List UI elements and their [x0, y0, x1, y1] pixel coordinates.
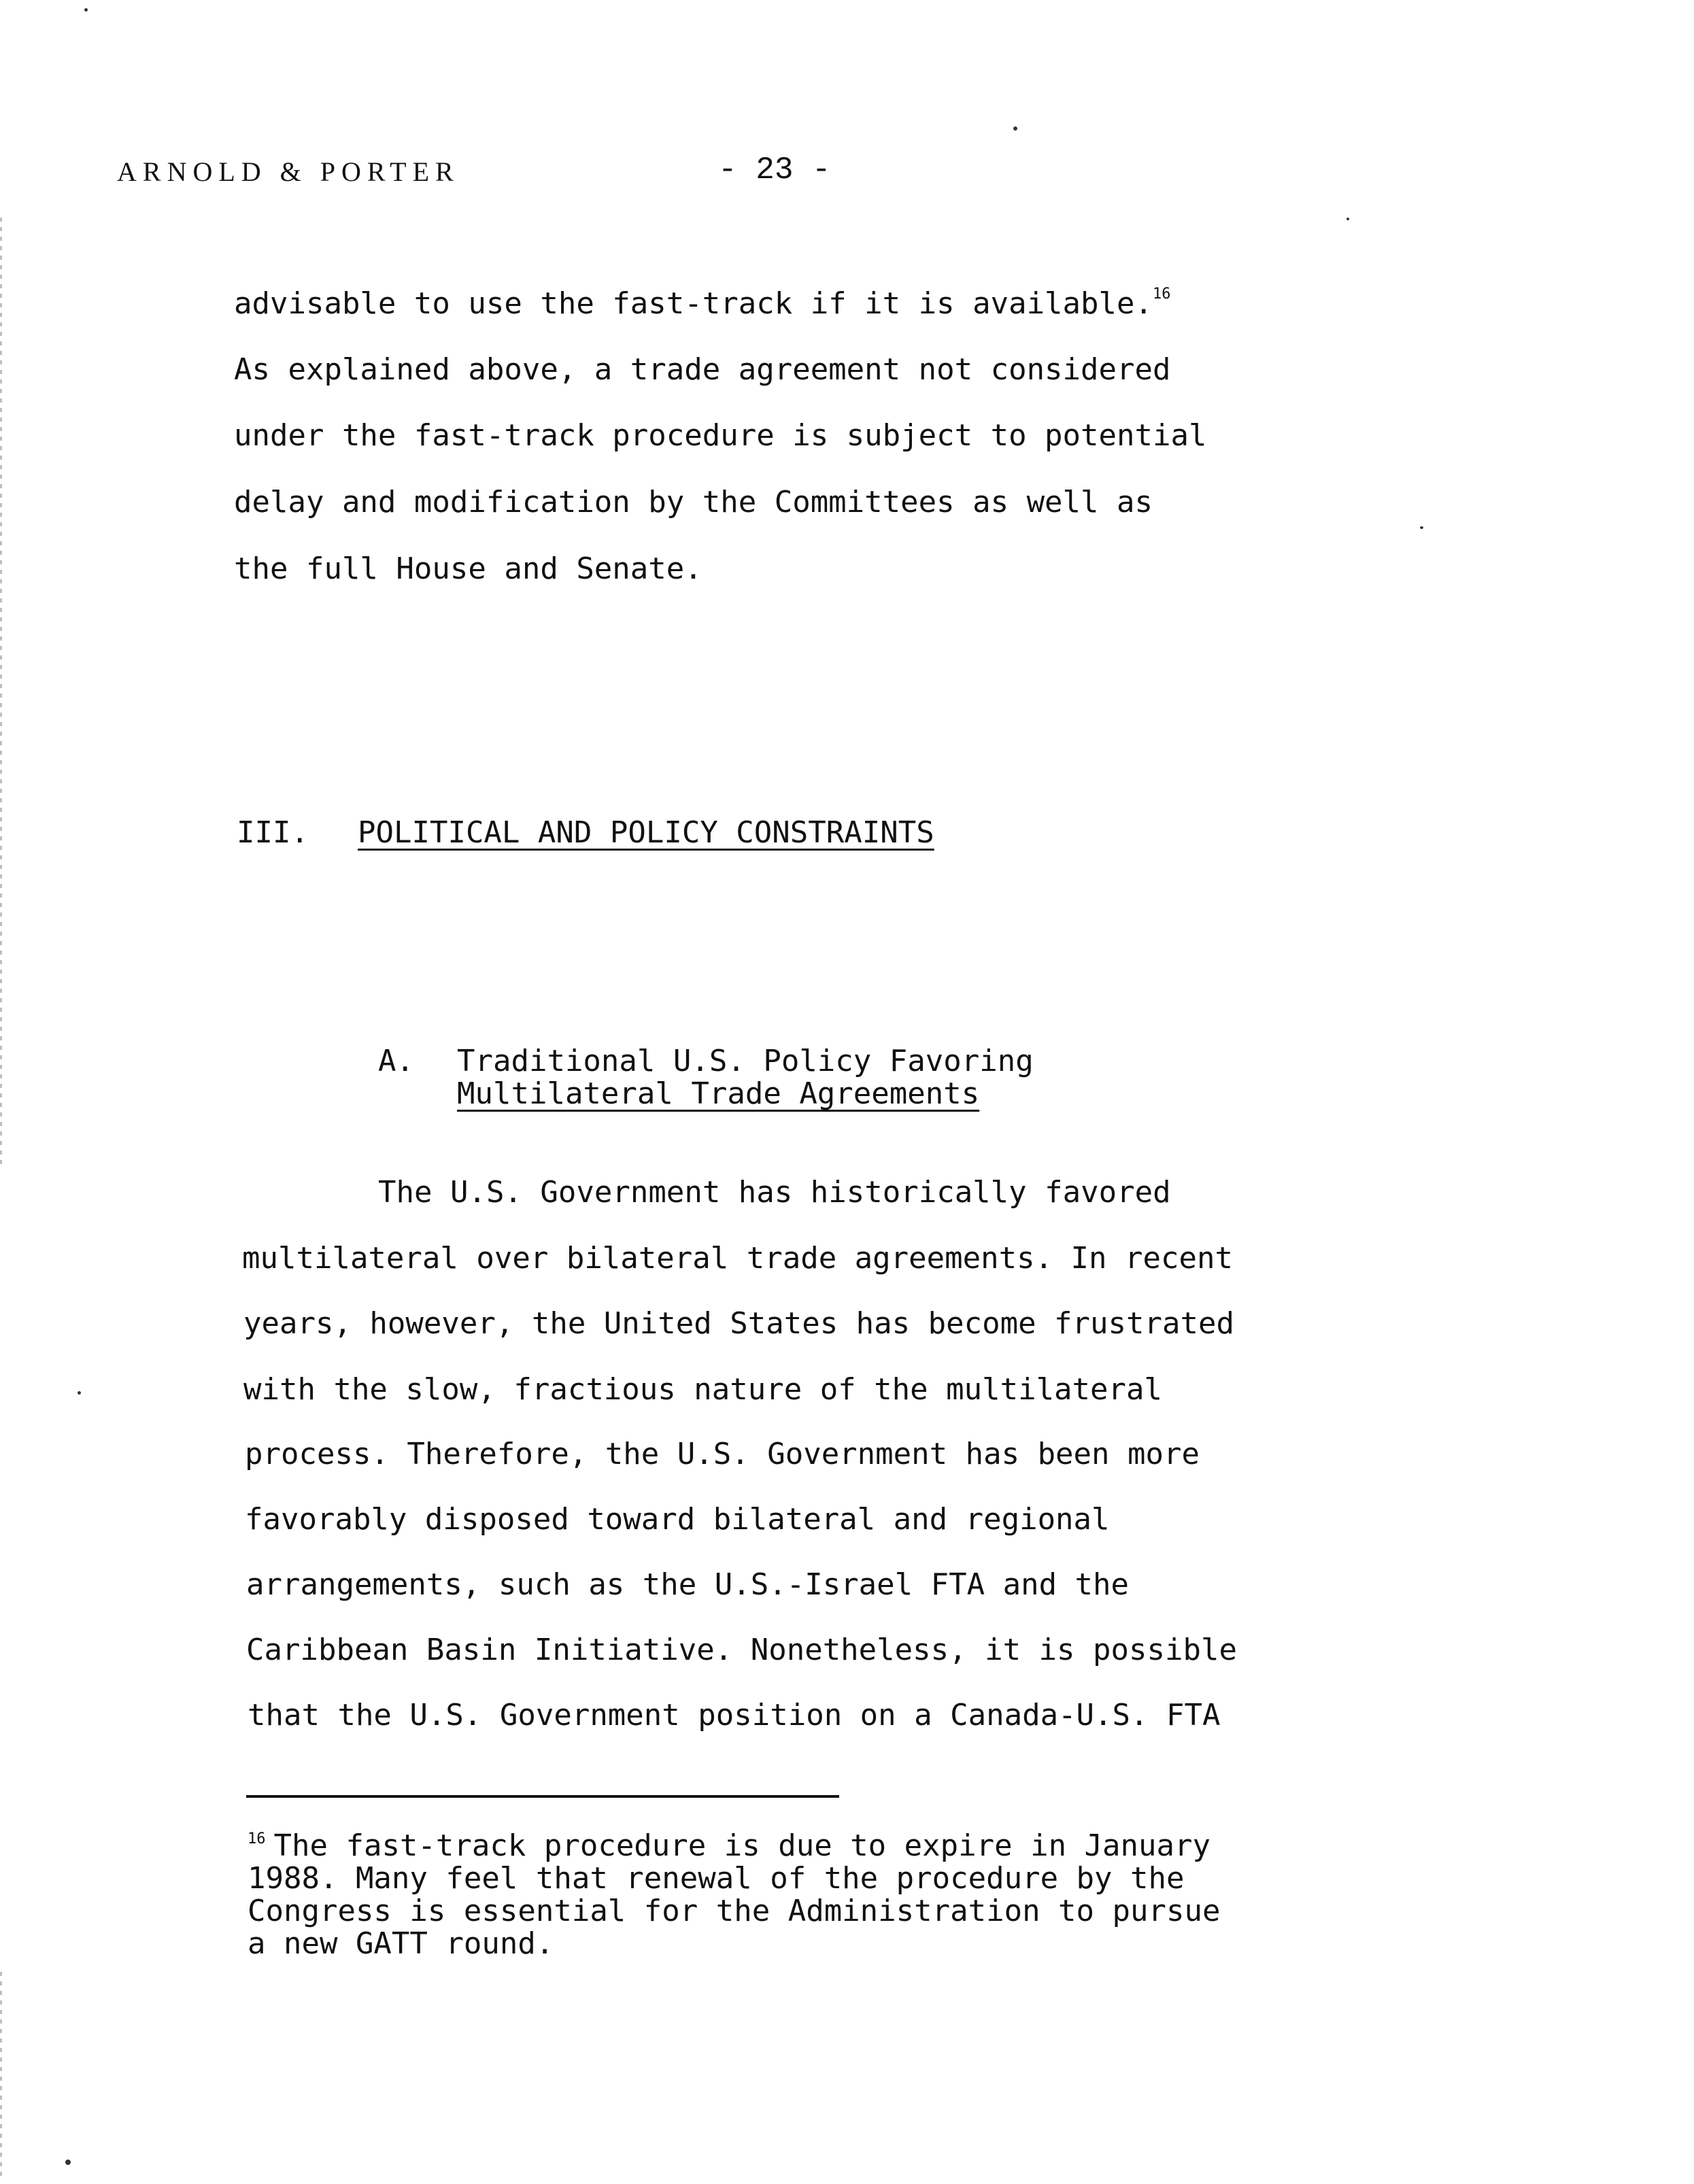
paragraph-line: multilateral over bilateral trade agreements. In recent [242, 1241, 1233, 1276]
paragraph-line: The U.S. Government has historically favored [378, 1175, 1171, 1210]
section-number: III. [237, 815, 309, 850]
scan-speck [65, 2160, 71, 2165]
paragraph-line: process. Therefore, the U.S. Government has been more [245, 1437, 1200, 1471]
subsection-heading-line: Traditional U.S. Policy Favoring [457, 1044, 1034, 1078]
scan-speck [1420, 526, 1423, 529]
scan-edge [0, 218, 2, 1170]
page-number: - 23 - [718, 152, 831, 188]
section-heading: POLITICAL AND POLICY CONSTRAINTS [358, 815, 934, 850]
footnote-line-text: The fast-track procedure is due to expire in January [273, 1828, 1210, 1863]
footnote-number: 16 [248, 1830, 266, 1847]
paragraph-line: years, however, the United States has become frustrated [243, 1306, 1234, 1341]
scan-edge [0, 1972, 2, 2176]
scan-speck [1346, 218, 1349, 220]
paragraph-line: favorably disposed toward bilateral and regional [245, 1502, 1110, 1537]
subsection-letter: A. [378, 1044, 414, 1078]
paragraph-line-text: advisable to use the fast-track if it is available. [234, 286, 1153, 321]
paragraph-line: Caribbean Basin Initiative. Nonetheless, it is possible [246, 1633, 1237, 1667]
paragraph-line: the full House and Senate. [234, 551, 702, 586]
footnote-line: Congress is essential for the Administration to pursue [248, 1894, 1221, 1928]
paragraph-line: As explained above, a trade agreement not considered [234, 352, 1171, 387]
paragraph-line: with the slow, fractious nature of the multilateral [243, 1372, 1163, 1407]
scan-speck [78, 1391, 81, 1395]
scan-speck [1013, 126, 1017, 131]
paragraph-line: under the fast-track procedure is subject to potential [234, 418, 1207, 453]
paragraph-line: delay and modification by the Committees as well as [234, 485, 1153, 519]
scan-speck [84, 8, 88, 12]
subsection-heading-line: Multilateral Trade Agreements [457, 1076, 980, 1111]
footnote-line: 1988. Many feel that renewal of the procedure by the [248, 1861, 1185, 1896]
paragraph-line [234, 284, 1171, 329]
footnote-separator [246, 1795, 839, 1798]
firm-name-header: ARNOLD & PORTER [117, 156, 460, 187]
footnote-reference: 16 [1153, 286, 1171, 303]
paragraph-line: that the U.S. Government position on a Canada-U.S. FTA [248, 1698, 1221, 1733]
paragraph-line: arrangements, such as the U.S.-Israel FTA and the [246, 1567, 1130, 1602]
footnote-line: a new GATT round. [248, 1926, 554, 1961]
